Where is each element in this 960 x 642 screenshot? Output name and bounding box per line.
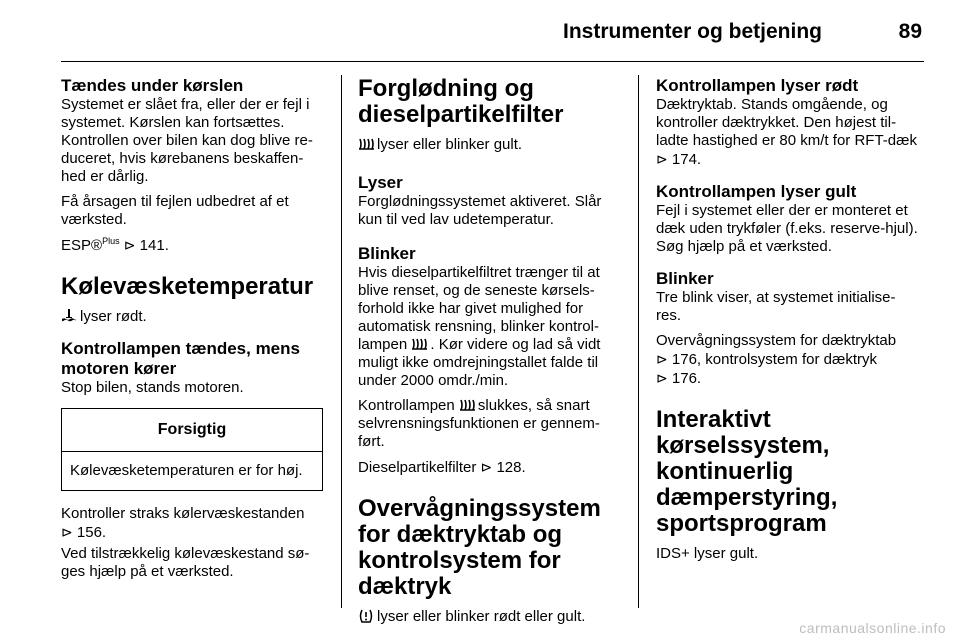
caution-text: Kølevæsketemperaturen er for høj.	[70, 462, 303, 479]
column-divider-1	[341, 75, 342, 608]
watermark: carmanualsonline.info	[799, 620, 946, 636]
column-2	[358, 76, 620, 633]
reference-arrow-icon: ⊳	[656, 351, 668, 367]
glow-line: lyser eller blinker gult.	[358, 136, 620, 154]
heading-blinker: Blinker	[358, 244, 416, 263]
blinker-text: Hvis dieselpartikelfiltret trænger til at blive renset, og de seneste kørsels-forhold ikke har givet mulighed for automatisk rensning, blinker kontrol-lampen . Kør videre og lad så vidt muligt ikke omdrejningstallet falde til under 2000 omdr./min.	[358, 264, 601, 389]
paragraph-workshop: Ved tilstrækkelig kølevæskestand sø-ges hjælp på et værksted.	[61, 545, 310, 580]
page-number: 89	[898, 20, 922, 43]
column-divider-2	[638, 75, 639, 608]
check-coolant: Kontroller straks kølervæskestanden ⊳ 156.	[61, 505, 305, 541]
heading-koelevaeske: Kølevæsketemperatur	[61, 273, 314, 300]
glow-plug-icon	[411, 337, 427, 351]
heading-lyser-roedt: Kontrollampen lyser rødt	[656, 76, 859, 95]
roedt-text: Dæktryktab. Stands omgående, og kontroller dæktrykket. Den højest til-ladte hastighed er 80 km/t for RFT-dæk ⊳ 174.	[656, 96, 917, 168]
caution-box	[61, 408, 323, 491]
esp-reference: ESP®$^{Plus}$ ⊳ 141.	[61, 236, 169, 254]
glow-plug-icon	[459, 398, 475, 412]
heading-overvagning: Overvågningssystem for dæktryktab og kontrolsystem for dæktryk	[358, 495, 601, 600]
diesel-reference: Dieselpartikelfilter ⊳ 128.	[358, 459, 526, 476]
heading-ids: Interaktivt kørselssystem, kontinuerlig dæmperstyring, sportsprogram	[656, 406, 838, 537]
heading-lyser: Lyser	[358, 173, 403, 192]
paragraph-2: Få årsagen til fejlen udbedret af et værksted.	[61, 193, 289, 228]
caution-title: Forsigtig	[62, 409, 322, 452]
reference-arrow-icon: ⊳	[656, 151, 668, 167]
heading-lyser-gult: Kontrollampen lyser gult	[656, 182, 857, 201]
gult-text: Fejl i systemet eller der er monteret et dæk uden trykføler (f.eks. reserve-hjul). Søg hjælp på et værksted.	[656, 202, 918, 255]
coolant-line: lyser rødt.	[61, 308, 323, 326]
slukkes-text: Kontrollampen slukkes, så snart selvrensningsfunktionen er gennem-ført.	[358, 397, 600, 450]
page-header	[0, 0, 960, 62]
heading-forglodning: Forglødning og dieselpartikelfilter	[358, 75, 564, 128]
column-3	[656, 76, 920, 570]
lyser-text: Forglødningssystemet aktiveret. Slår kun til ved lav udetemperatur.	[358, 193, 602, 228]
tyre-line: lyser eller blinker rødt eller gult.	[358, 608, 620, 626]
section-title: Instrumenter og betjening	[562, 20, 822, 43]
overv-reference: Overvågningssystem for dæktryktab ⊳ 176, kontrolsystem for dæktryk ⊳ 176.	[656, 332, 897, 387]
reference-arrow-icon: ⊳	[61, 524, 73, 540]
reference-arrow-icon: ⊳	[123, 237, 136, 253]
heading-kontrollampen: Kontrollampen tændes, mens motoren kører	[61, 339, 300, 378]
heading-blinker-3: Blinker	[656, 269, 714, 288]
heading-taendes: Tændes under kørslen	[61, 76, 244, 95]
paragraph-1: Systemet er slået fra, eller der er fejl i systemet. Kørslen kan fortsættes. Kontrollen over bilen kan dog blive re-duceret, hvis kørebanens beskaffen-hed er dårlig.	[61, 96, 313, 185]
ids-text: IDS+ lyser gult.	[656, 545, 759, 562]
stop-text: Stop bilen, stands motoren.	[61, 379, 244, 396]
glow-plug-icon	[358, 137, 374, 151]
reference-arrow-icon: ⊳	[480, 459, 493, 475]
header-divider	[61, 61, 924, 62]
column-1	[61, 76, 323, 588]
tyre-pressure-icon	[358, 609, 374, 623]
blink-text: Tre blink viser, at systemet initialise-res.	[656, 289, 896, 324]
coolant-temperature-icon	[61, 309, 77, 323]
reference-arrow-icon: ⊳	[656, 370, 668, 386]
